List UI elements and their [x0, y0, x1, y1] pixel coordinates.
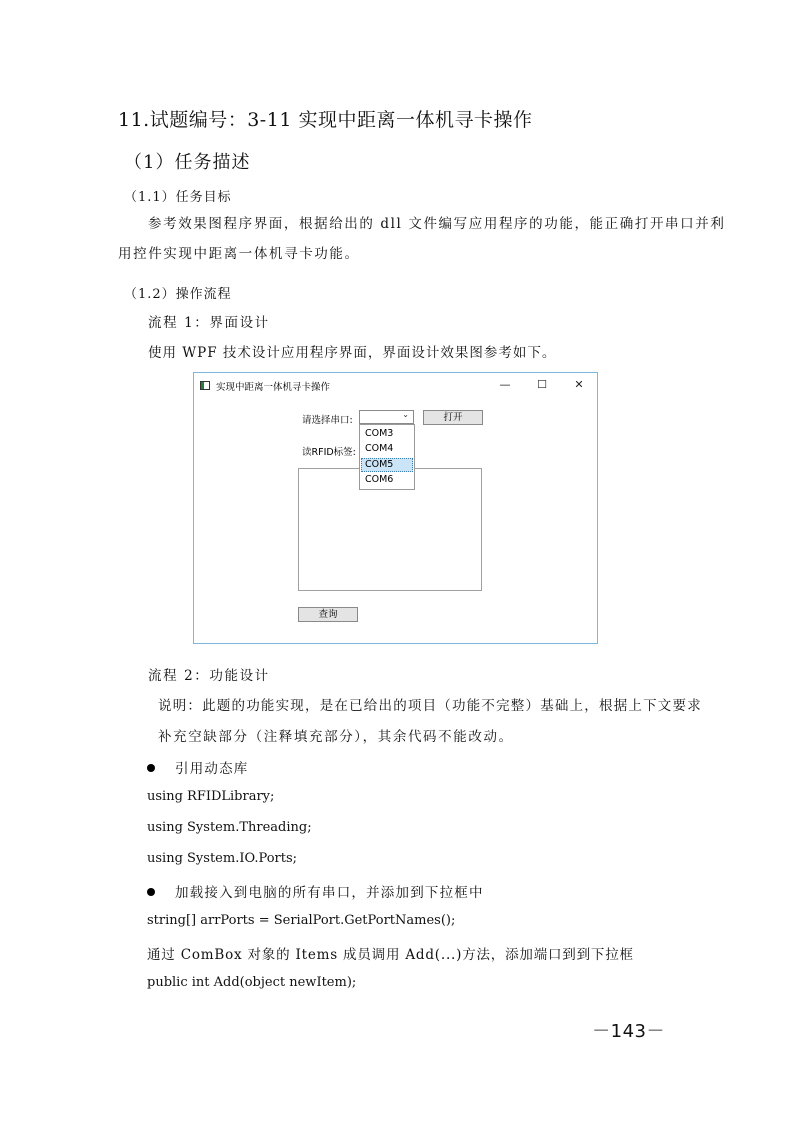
serial-port-combobox[interactable]	[359, 410, 414, 424]
section-title-task-description: （1）任务描述	[124, 152, 251, 173]
app-icon	[200, 381, 210, 390]
note-line1: 说明：此题的功能实现，是在已给出的项目（功能不完整）基础上，根据上下文要求	[158, 698, 702, 714]
query-button[interactable]: 查询	[298, 607, 358, 622]
code-line: using RFIDLibrary;	[147, 789, 275, 804]
bullet-text: 加载接入到电脑的所有串口，并添加到下拉框中	[175, 885, 484, 901]
flow1-title: 流程 1：界面设计	[148, 315, 270, 331]
code-line: string[] arrPorts = SerialPort.GetPortNames();	[147, 913, 456, 928]
bullet-icon	[147, 888, 155, 896]
rfid-label: 读RFID标签:	[302, 447, 356, 458]
bullet-text: 引用动态库	[175, 761, 249, 777]
option-com4[interactable]: COM4	[365, 443, 394, 454]
subsection-operation-flow: （1.2）操作流程	[124, 287, 232, 302]
serial-port-dropdown-list[interactable]	[359, 424, 415, 490]
note-line2: 补充空缺部分（注释填充部分），其余代码不能改动。	[158, 729, 514, 745]
option-com6[interactable]: COM6	[365, 474, 394, 485]
subsection-task-goal: （1.1）任务目标	[124, 190, 232, 205]
app-window-screenshot	[193, 372, 598, 644]
window-title: 实现中距离一体机寻卡操作	[216, 382, 331, 393]
code-line: using System.IO.Ports;	[147, 851, 298, 866]
maximize-icon[interactable]: ☐	[537, 378, 547, 391]
bullet-reference-library	[147, 757, 249, 777]
code-line: using System.Threading;	[147, 820, 312, 835]
flow1-description: 使用 WPF 技术设计应用程序界面，界面设计效果图参考如下。	[148, 345, 557, 361]
paragraph-goal-line2: 用控件实现中距离一体机寻卡功能。	[118, 246, 360, 262]
chevron-down-icon: ⌄	[402, 410, 409, 419]
window-titlebar	[194, 373, 597, 397]
option-com5[interactable]: COM5	[361, 458, 413, 472]
paragraph-add-method: 通过 ComBox 对象的 Items 成员调用 Add(...)方法，添加端口到到下拉框	[147, 947, 634, 963]
page-heading: 11.试题编号：3-11 实现中距离一体机寻卡操作	[118, 109, 533, 131]
option-com3[interactable]: COM3	[365, 428, 394, 439]
code-line: public int Add(object newItem);	[147, 975, 357, 990]
flow2-title: 流程 2：功能设计	[148, 668, 270, 684]
bullet-load-ports	[147, 881, 484, 901]
serial-port-label: 请选择串口:	[302, 415, 353, 426]
bullet-icon	[147, 764, 155, 772]
minimize-icon[interactable]: —	[499, 378, 511, 391]
paragraph-goal-line1: 参考效果图程序界面，根据给出的 dll 文件编写应用程序的功能，能正确打开串口并利	[148, 216, 726, 232]
open-button[interactable]: 打开	[423, 410, 483, 425]
close-icon[interactable]: ✕	[574, 378, 584, 391]
page-number: －143－	[592, 1021, 665, 1042]
